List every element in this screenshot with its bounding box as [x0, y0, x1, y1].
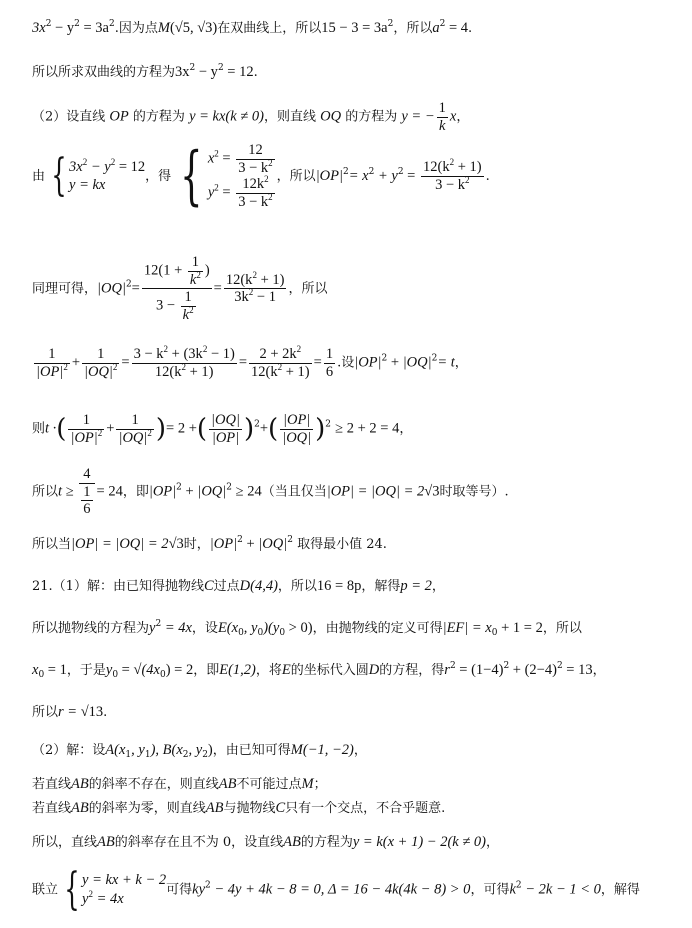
text-line-16: 若直线AB的斜率为零，则直线AB与抛物线C只有一个交点，不合乎题意.	[32, 800, 446, 816]
text-line-12: $x_0 = 1$，于是$y_0 = √(4x_0) = 2$，即E(1,2)，将E的坐标代入圆D的方程，得$r^2 = (1-4)^2 + (2-4)^2 = 13$，	[32, 661, 606, 680]
text-line-8: 所以t ≥ $\frac{4}{\frac{1}{6}}$ = 24，即$|OP|^2 + |OQ|^2 \ge 24$（当且仅当|OP| = |OQ| = 2√3时取等号）.	[32, 466, 509, 518]
text-line-18: 联立 { y = kx + k − 2 $y^2 = 4x$ 可得$ky^2 - 4y + 4k - 8 = 0$, Δ = 16 − 4k(4k − 8) > 0，可得$k^2 - 2k - 1 < 0$，解得	[32, 864, 640, 915]
text-line-13: 所以r = √13.	[32, 704, 108, 720]
text-line-1: $3x^2 - y^2 = 3a^2$.因为点M(√5, √3)在双曲线上，所以$15 - 3 = 3a^2$，所以$a^2 = 4$.	[32, 19, 473, 36]
text-line-9: 所以当|OP| = |OQ| = 2√3时，$|OP|^2 + |OQ|^2$ 取得最小值 24.	[32, 535, 387, 552]
text-line-5: 同理可得，$|OQ|^2=$ 12(1 + $\frac{1}{k^2}$ ) 3 − $\frac{1}{k^2}$ = $\frac{12(k^2 + 1)}{3k^2 - 1}$ ，所以	[32, 254, 328, 324]
text-line-3: （2）设直线 OP 的方程为 y = kx(k ≠ 0)，则直线 OQ 的方程为 y = − $\frac{1}{k}$ x，	[32, 100, 470, 134]
text-line-4: 由 { $3x^2 - y^2 = 12$ y = kx ，得 { $x^2$ = $\frac{12}{3 - k^2}$ $y^2$ = $\frac{12k^2}{3 - k^2}$ ，所以$|OP|^2= x^2 + y^2$ = $\frac{12(k^2 + 1)}{3 - k^2}$ .	[32, 139, 490, 214]
text-line-11: 所以抛物线的方程为$y^2 = 4x$，设$E(x_0$, $y_0)(y_0 > 0)$，由抛物线的定义可得$|EF| = x_0 + 1 = 2$，所以	[32, 619, 582, 638]
text-line-10: 21.（1）解：由已知得抛物线C过点D(4,4)，所以16 = 8p，解得p = 2，	[32, 578, 445, 594]
text-line-15: 若直线AB的斜率不存在，则直线AB不可能过点M；	[32, 776, 327, 792]
text-line-2: 所以所求双曲线的方程为$3x^2 - y^2 = 12$.	[32, 63, 258, 80]
text-line-6: $\frac{1}{|OP|^2}$ + $\frac{1}{|OQ|^2}$ = $\frac{3 - k^2 + (3k^2 - 1)}{12(k^2 + 1)}$ = $\frac{2 + 2k^2}{12(k^2 + 1)}$ = $\frac{1}{6}$ .设$|OP|^2 + |OQ|^2= t$，	[36, 344, 468, 380]
text-line-17: 所以，直线AB的斜率存在且不为 0，设直线AB的方程为y = k(x + 1) − 2(k ≠ 0)，	[32, 834, 500, 850]
text-line-7: 则t ·( $\frac{1}{|OP|^2}$ + $\frac{1}{|OQ|^2}$ )= 2 +( $\frac{|OQ|}{|OP|}$ )$^2$+( $\frac{|OP|}{|OQ|}$ )$^2$ ≥ 2 + 2 = 4，	[32, 412, 413, 446]
text-line-14: （2）解：设$A(x_1$, $y_1$), $B(x_2$, $y_2$)，由已知可得M(−1, −2)，	[32, 742, 367, 760]
